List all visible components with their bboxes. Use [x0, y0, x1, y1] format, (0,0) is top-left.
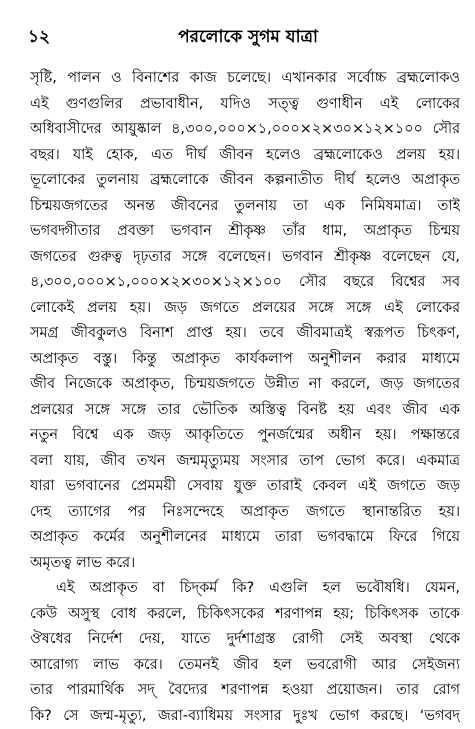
- text-line: চিন্ময়জগতের অনন্ত জীবনের তুলনায় তা এক নিমিষমাত্র। তাই: [30, 194, 460, 220]
- text-line: ভগবদ্গীতার প্রবক্তা ভগবান শ্রীকৃষ্ণ তাঁর ধাম, অপ্রাকৃত চিন্ময়: [30, 219, 460, 245]
- text-line: নতুন বিশ্বে এক জড় আকৃতিতে পুনর্জন্মের অধীন হয়। পক্ষান্তরে: [30, 423, 460, 449]
- running-head: [28, 26, 468, 50]
- text-line: জগতের গুরুত্ব দৃঢ়তার সঙ্গে বলেছেন। ভগবান শ্রীকৃষ্ণ বলেছেন যে,: [30, 245, 460, 271]
- text-line: অপ্রাকৃত কর্মের অনুশীলনের মাধ্যমে তারা ভগবদ্ধামে ফিরে গিয়ে: [30, 525, 460, 551]
- text-line: কেউ অসুস্থ বোধ করলে, চিকিৎসকের শরণাপন্ন হয়; চিকিৎসক তাকে: [30, 602, 460, 628]
- page-number: ১২: [28, 26, 50, 48]
- text-line: দেহ ত্যাগের পর নিঃসন্দেহে অপ্রাকৃত জগতে স্থানান্তরিত হয়।: [30, 500, 460, 526]
- text-line: বছর। যাই হোক, এত দীর্ঘ জীবন হলেও ব্রহ্মলোকেও প্রলয় হয়।: [30, 143, 460, 169]
- text-line: তার পারমার্থিক সদ্ বৈদ্যের শরণাপন্ন হওয়া প্রয়োজন। তার রোগ: [30, 678, 460, 704]
- body-text: [30, 66, 460, 729]
- text-line: অমৃতত্ব লাভ করে।: [30, 551, 460, 577]
- text-line: প্রলয়ের সঙ্গে সঙ্গে তার ভৌতিক অস্তিত্ব বিনষ্ট হয় এবং জীব এক: [30, 398, 460, 424]
- text-line: লোকেই প্রলয় হয়। জড় জগতে প্রলয়ের সঙ্গে সঙ্গে এই লোকের: [30, 296, 460, 322]
- text-line: যারা ভগবানের প্রেমময়ী সেবায় যুক্ত তারাই কেবল এই জগতে জড়: [30, 474, 460, 500]
- book-title: পরলোকে সুগম যাত্রা: [28, 26, 468, 48]
- text-line: সমগ্র জীবকুলও বিনাশ প্রাপ্ত হয়। তবে জীবমাত্রই স্বরূপত চিৎকণ,: [30, 321, 460, 347]
- text-line: বলা যায়, জীব তখন জন্মমৃত্যুময় সংসার তাপ ভোগ করে। একমাত্র: [30, 449, 460, 475]
- text-line: ৪,৩০০,০০০×১,০০০×২×৩০×১২×১০০ সৌর বছরে বিশ্বের সব: [30, 270, 460, 296]
- text-line: অপ্রাকৃত বস্তু। কিন্তু অপ্রাকৃত কার্যকলাপ অনুশীলন করার মাধ্যমে: [30, 347, 460, 373]
- text-line: ভূলোকের তুলনায় ব্রহ্মলোকে জীবন কল্পনাতীত দীর্ঘ হলেও অপ্রাকৃত: [30, 168, 460, 194]
- paragraph-1: [30, 66, 460, 576]
- text-line: কি? সে জন্ম-মৃত্যু, জরা-ব্যাধিময় সংসার দুঃখ ভোগ করছে। ‘ভগবদ্: [30, 704, 460, 729]
- text-line: জীব নিজেকে অপ্রাকৃত, চিন্ময়জগতে উন্নীত না করলে, জড় জগতের: [30, 372, 460, 398]
- text-line: ঔষধের নির্দেশ দেয়, যাতে দুর্দশাগ্রস্ত রোগী সেই অবস্থা থেকে: [30, 627, 460, 653]
- text-line: অধিবাসীদের আয়ুষ্কাল ৪,৩০০,০০০×১,০০০×২×৩০×১২×১০০ সৌর: [30, 117, 460, 143]
- text-line: এই অপ্রাকৃত বা চিদ্কর্ম কি? এগুলি হল ভবৌষধি। যেমন,: [30, 576, 460, 602]
- text-line: আরোগ্য লাভ করে। তেমনই জীব হল ভবরোগী আর সেইজন্য: [30, 653, 460, 679]
- text-line: সৃষ্টি, পালন ও বিনাশের কাজ চলেছে। এখানকার সর্বোচ্চ ব্রহ্মলোকও: [30, 66, 460, 92]
- paragraph-2: [30, 576, 460, 729]
- text-line: এই গুণগুলির প্রভাবাধীন, যদিও সত্ত্ব গুণাধীন এই লোকের: [30, 92, 460, 118]
